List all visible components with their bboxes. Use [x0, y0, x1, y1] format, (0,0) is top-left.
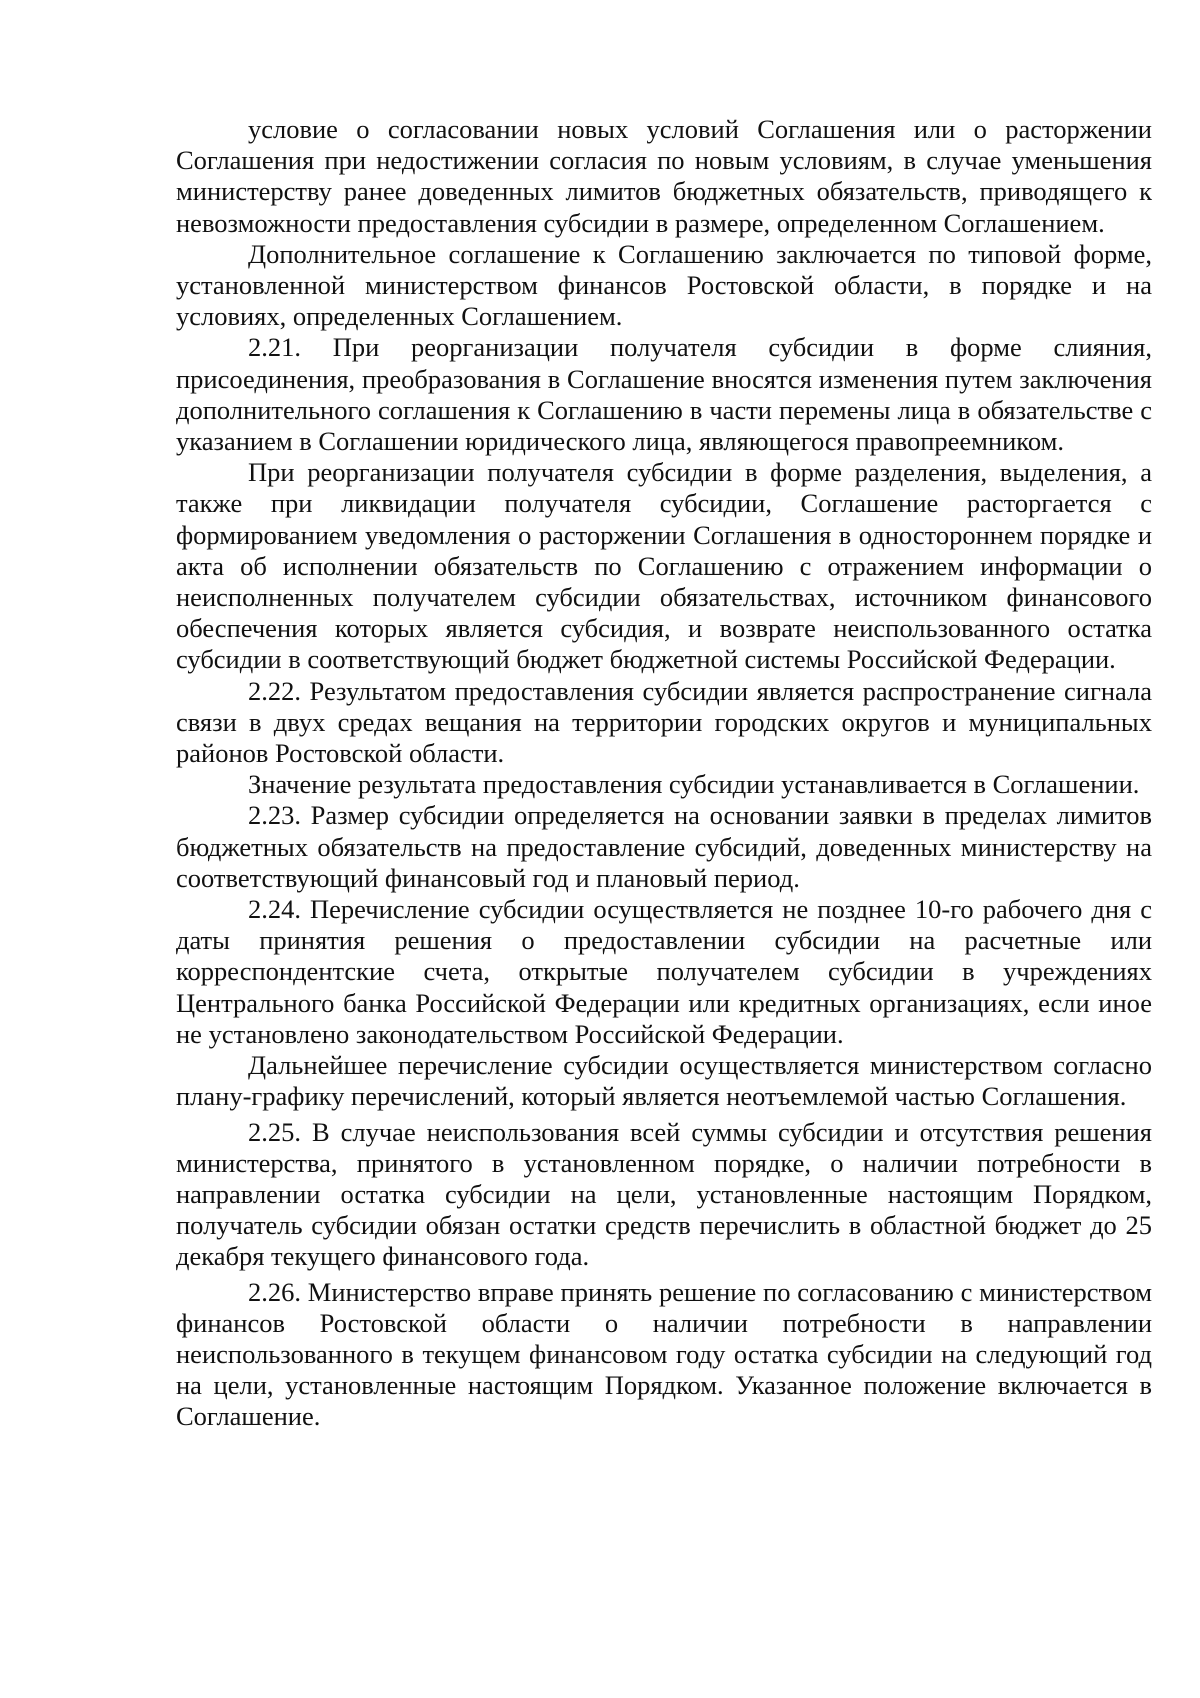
document-page: [176, 114, 1152, 1433]
paragraph-2-26: 2.26. Министерство вправе принять решение по согласованию с министерством финансов Ростовской области о наличии потребности в направлении неиспользованного в текущем финансовом году остатка субсидии на следующий год на цели, установленные настоящим Порядком. Указанное положение включается в Соглашение.: [176, 1276, 1152, 1432]
paragraph-further-transfer: Дальнейшее перечисление субсидии осуществляется министерством согласно плану-графику перечислений, который является неотъемлемой частью Соглашения.: [176, 1050, 1152, 1112]
paragraph-additional-agreement: Дополнительное соглашение к Соглашению заключается по типовой форме, установленной министерством финансов Ростовской области, в порядке и на условиях, определенных Соглашением.: [176, 238, 1152, 332]
paragraph-2-24: 2.24. Перечисление субсидии осуществляется не позднее 10-го рабочего дня с даты принятия решения о предоставлении субсидии на расчетные или корреспондентские счета, открытые получателем субсидии в учреждениях Центрального банка Российской Федерации или кредитных организациях, если иное не установлено законодательством Российской Федерации.: [176, 894, 1152, 1049]
paragraph-2-25: 2.25. В случае неиспользования всей суммы субсидии и отсутствия решения министерства, принятого в установленном порядке, о наличии потребности в направлении остатка субсидии на цели, установленные настоящим Порядком, получатель субсидии обязан остатки средств перечислить в областной бюджет до 25 декабря текущего финансового года.: [176, 1116, 1152, 1272]
paragraph-2-23: 2.23. Размер субсидии определяется на основании заявки в пределах лимитов бюджетных обязательств на предоставление субсидий, доведенных министерству на соответствующий финансовый год и плановый период.: [176, 800, 1152, 893]
paragraph-2-21: 2.21. При реорганизации получателя субсидии в форме слияния, присоединения, преобразования в Соглашение вносятся изменения путем заключения дополнительного соглашения к Соглашению в части перемены лица в обязательстве с указанием в Соглашении юридического лица, являющегося правопреемником.: [176, 332, 1152, 457]
paragraph-subsidy-reduction-condition: условие о согласовании новых условий Соглашения или о расторжении Соглашения при недостижении согласия по новым условиям, в случае уменьшения министерству ранее доведенных лимитов бюджетных обязательств, приводящего к невозможности предоставления субсидии в размере, определенном Соглашением.: [176, 114, 1152, 238]
paragraph-result-value: Значение результата предоставления субсидии устанавливается в Соглашении.: [248, 769, 1140, 800]
paragraph-reorganization-termination: При реорганизации получателя субсидии в форме разделения, выделения, а также при ликвидации получателя субсидии, Соглашение расторгается с формированием уведомления о расторжении Соглашения в одностороннем порядке и акта об исполнении обязательств по Соглашению с отражением информации о неисполненных получателем субсидии обязательствах, источником финансового обеспечения которых является субсидия, и возврате неиспользованного остатка субсидии в соответствующий бюджет бюджетной системы Российской Федерации.: [176, 457, 1152, 675]
paragraph-2-22: 2.22. Результатом предоставления субсидии является распространение сигнала связи в двух средах вещания на территории городских округов и муниципальных районов Ростовской области.: [176, 675, 1152, 769]
